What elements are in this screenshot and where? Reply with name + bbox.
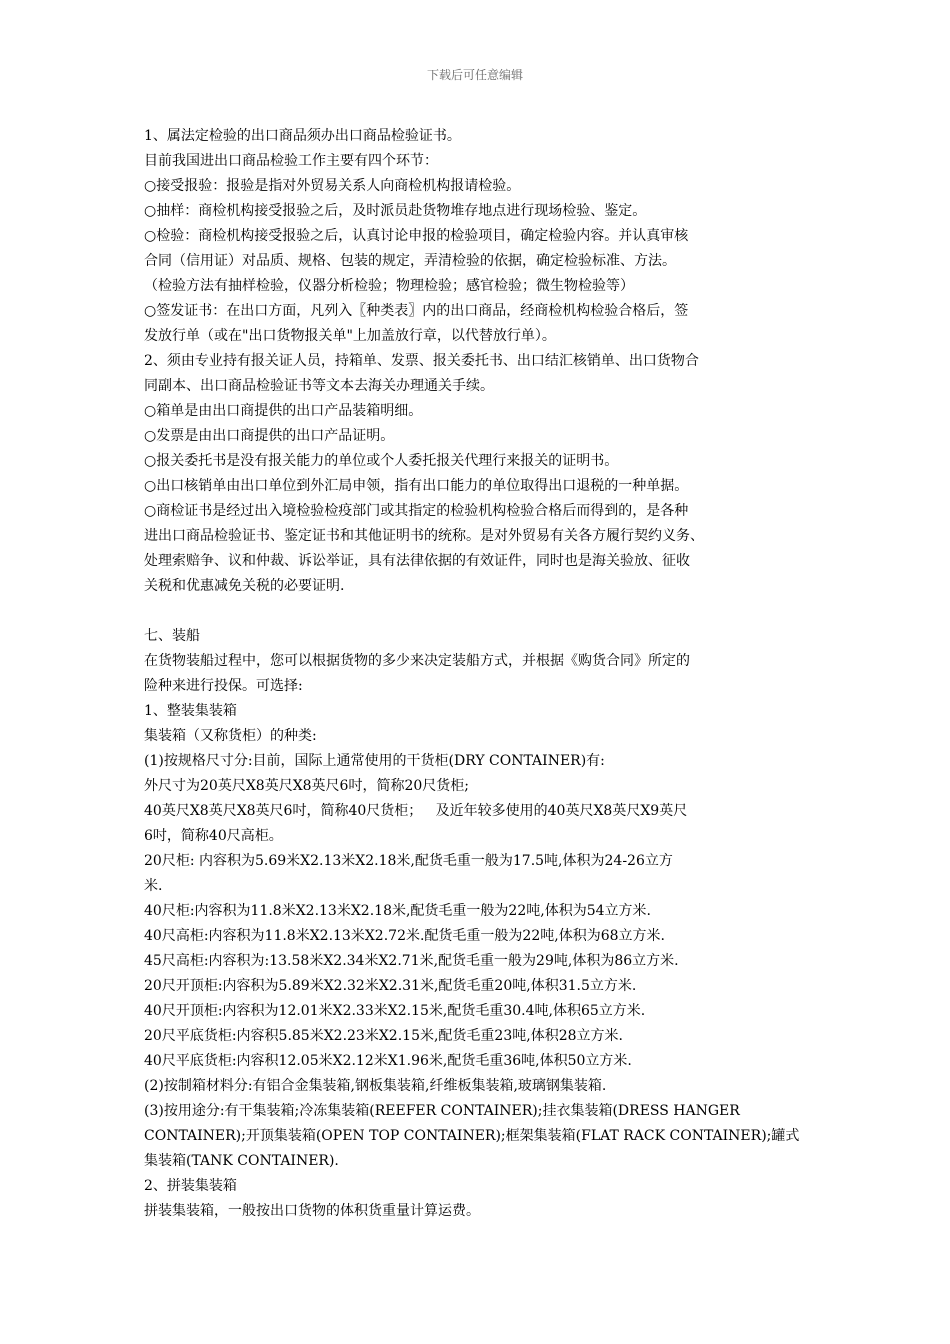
shipping-line: CONTAINER);开顶集装箱(OPEN TOP CONTAINER);框架集装箱(FLAT RACK CONTAINER);罐式	[144, 1128, 800, 1144]
inspection-line: ○接受报验：报验是指对外贸易关系人向商检机构报请检验。	[144, 178, 521, 194]
shipping-line: (1)按规格尺寸分:目前，国际上通常使用的干货柜(DRY CONTAINER)有:	[144, 753, 605, 769]
inspection-line: ○发票是由出口商提供的出口产品证明。	[144, 428, 395, 444]
shipping-line: 1、整装集装箱	[144, 703, 237, 719]
shipping-line: 40尺高柜:内容积为11.8米X2.13米X2.72米.配货毛重一般为22吨,体积为68立方米.	[144, 928, 665, 944]
shipping-line: 险种来进行投保。可选择:	[144, 678, 303, 694]
inspection-line: ○检验：商检机构接受报验之后，认真讨论申报的检验项目，确定检验内容。并认真审核	[144, 228, 689, 244]
shipping-line: 20尺开顶柜:内容积为5.89米X2.32米X2.31米,配货毛重20吨,体积31.5立方米.	[144, 978, 637, 994]
shipping-line: 20尺平底货柜:内容积5.85米X2.23米X2.15米,配货毛重23吨,体积28立方米.	[144, 1028, 623, 1044]
inspection-line: 1、属法定检验的出口商品须办出口商品检验证书。	[144, 128, 461, 144]
inspection-line: 关税和优惠减免关税的必要证明.	[144, 578, 345, 594]
shipping-line: 米.	[144, 878, 163, 894]
inspection-line: 同副本、出口商品检验证书等文本去海关办理通关手续。	[144, 378, 494, 394]
shipping-line: 2、拼装集装箱	[144, 1178, 237, 1194]
shipping-line: 40尺开顶柜:内容积为12.01米X2.33米X2.15米,配货毛重30.4吨,体积65立方米.	[144, 1003, 646, 1019]
shipping-line: 七、装船	[144, 628, 200, 644]
shipping-line: 外尺寸为20英尺X8英尺X8英尺6吋，简称20尺货柜;	[144, 778, 469, 794]
inspection-line: ○出口核销单由出口单位到外汇局申领，指有出口能力的单位取得出口退税的一种单据。	[144, 478, 689, 494]
inspection-line: ○箱单是由出口商提供的出口产品装箱明细。	[144, 403, 423, 419]
shipping-line: 6吋，简称40尺高柜。	[144, 828, 283, 844]
inspection-line: 发放行单（或在"出口货物报关单"上加盖放行章，以代替放行单）。	[144, 328, 556, 344]
inspection-line: ○商检证书是经过出入境检验检疫部门或其指定的检验机构检验合格后而得到的，是各种	[144, 503, 689, 519]
shipping-line: 集装箱（又称货柜）的种类:	[144, 728, 317, 744]
inspection-line: （检验方法有抽样检验，仪器分析检验；物理检验；感官检验；微生物检验等）	[144, 278, 634, 294]
shipping-line: 40尺柜:内容积为11.8米X2.13米X2.18米,配货毛重一般为22吨,体积为54立方米.	[144, 903, 651, 919]
section-gap	[144, 599, 812, 624]
inspection-line: ○报关委托书是没有报关能力的单位或个人委托报关代理行来报关的证明书。	[144, 453, 619, 469]
section-customs-inspection	[144, 124, 812, 599]
inspection-line: 处理索赔争、议和仲裁、诉讼举证，具有法律依据的有效证件，同时也是海关验放、征收	[144, 553, 690, 569]
page-header: 下载后可任意编辑	[426, 68, 523, 82]
section-shipping	[144, 624, 812, 1224]
shipping-line: 拼装集装箱，一般按出口货物的体积货重量计算运费。	[144, 1203, 480, 1219]
inspection-line: ○签发证书：在出口方面，凡列入〖种类表〗内的出口商品，经商检机构检验合格后，签	[144, 303, 689, 319]
shipping-line: 20尺柜: 内容积为5.69米X2.13米X2.18米,配货毛重一般为17.5吨,体积为24-26立方	[144, 853, 673, 869]
shipping-line: 45尺高柜:内容积为:13.58米X2.34米X2.71米,配货毛重一般为29吨,体积为86立方米.	[144, 953, 679, 969]
shipping-line: 40英尺X8英尺X8英尺6吋，简称40尺货柜； 及近年较多使用的40英尺X8英尺X9英尺	[144, 803, 688, 819]
shipping-line: (2)按制箱材料分:有铝合金集装箱,钢板集装箱,纤维板集装箱,玻璃钢集装箱.	[144, 1078, 607, 1094]
inspection-line: 进出口商品检验证书、鉴定证书和其他证明书的统称。是对外贸易有关各方履行契约义务、	[144, 528, 704, 544]
shipping-line: 集装箱(TANK CONTAINER).	[144, 1153, 339, 1169]
inspection-line: 合同（信用证）对品质、规格、包装的规定，弄清检验的依据，确定检验标准、方法。	[144, 253, 676, 269]
inspection-line: 2、须由专业持有报关证人员，持箱单、发票、报关委托书、出口结汇核销单、出口货物合	[144, 353, 699, 369]
inspection-line: ○抽样：商检机构接受报验之后，及时派员赴货物堆存地点进行现场检验、鉴定。	[144, 203, 647, 219]
document-body	[144, 124, 812, 1224]
shipping-line: (3)按用途分:有干集装箱;冷冻集装箱(REEFER CONTAINER);挂衣集装箱(DRESS HANGER	[144, 1103, 740, 1119]
inspection-line: 目前我国进出口商品检验工作主要有四个环节：	[144, 153, 438, 169]
shipping-line: 40尺平底货柜:内容积12.05米X2.12米X1.96米,配货毛重36吨,体积50立方米.	[144, 1053, 632, 1069]
shipping-line: 在货物装船过程中，您可以根据货物的多少来决定装船方式，并根据《购货合同》所定的	[144, 653, 690, 669]
